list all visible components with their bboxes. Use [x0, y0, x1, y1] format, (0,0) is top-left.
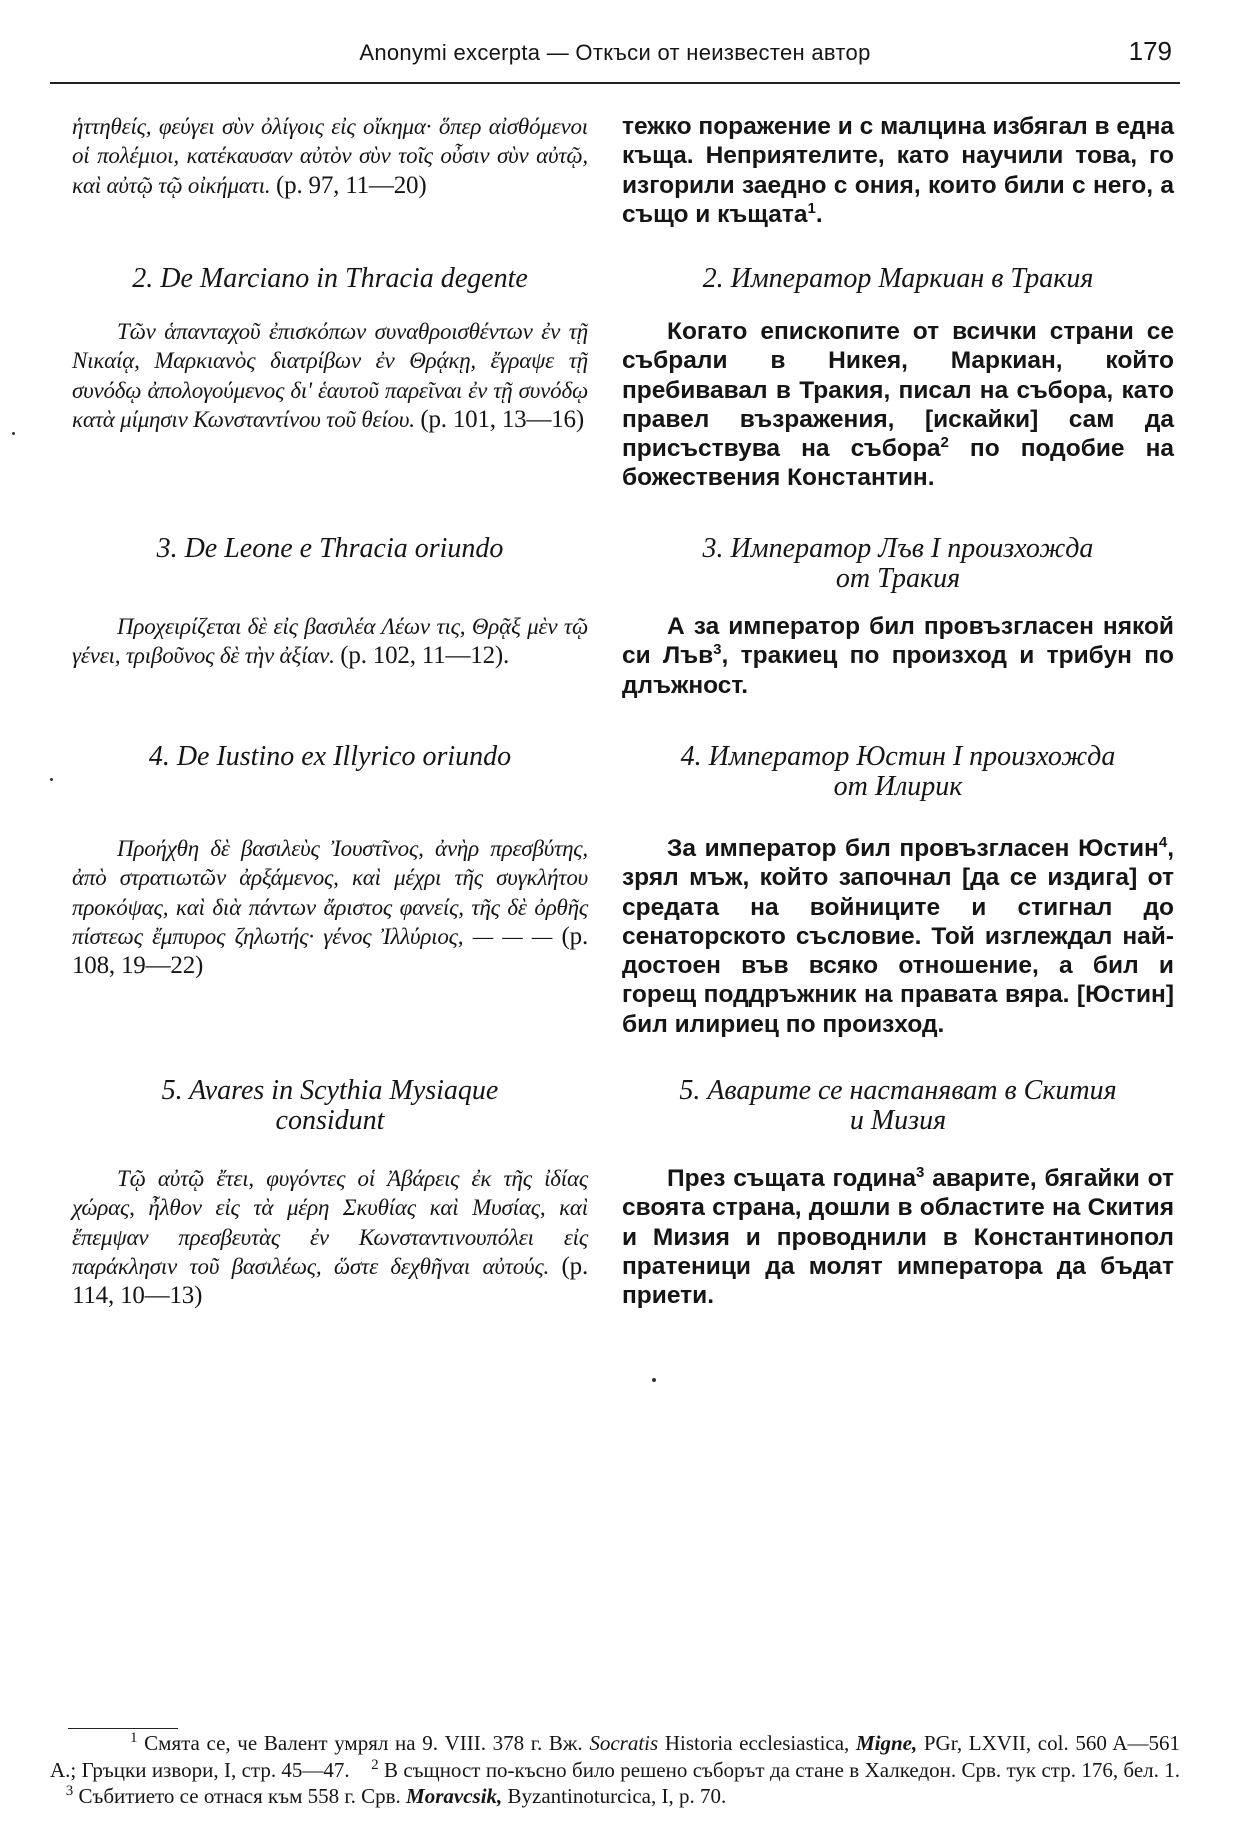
page-number: 179: [1128, 36, 1172, 66]
section-3-greek-passage: [72, 612, 588, 671]
section-3-greek-ref: (p. 102, 11—12).: [340, 642, 510, 670]
section-5-latin-heading: 5. Avares in Scythia Mysiaque considunt: [161, 1075, 499, 1136]
section-4-greek-ref: (p. 108, 19—22): [72, 922, 588, 980]
footnotes: [50, 1730, 1180, 1810]
section-3-bulgarian-heading: 3. Император Лъв I произхожда от Тракия: [702, 533, 1094, 594]
footnote-ref-4: 4: [1158, 833, 1168, 851]
intro-greek-passage: [72, 112, 588, 200]
section-4-latin-heading: 4. De Iustino ex Illyrico oriundo: [148, 741, 512, 772]
section-5-greek-text: Τῷ αὐτῷ ἔτει, φυγόντες οἱ Ἀβάρεις ἐκ τῆς ἰδίας χώρας, ἦλθον εἰς τὰ μέρη Σκυθίας καὶ Μυσίας, καὶ ἔπεμψαν πρεσβευτὰς ἐν Κωνσταντινουπόλει εἰς παράκλησιν τοῦ βασιλέως, ὥστε δεχθῆναι αὐτούς.: [72, 1166, 588, 1279]
speck-mark: [12, 432, 15, 435]
section-4-bulgarian-heading: 4. Император Юстин I произхожда от Илирик: [680, 741, 1116, 802]
page-header: [50, 30, 1180, 84]
section-2-greek-text: Τῶν ἁπανταχοῦ ἐπισκόπων συναθροισθέντων ἐν τῇ Νικαίᾳ, Μαρκιανὸς διατρίβων ἐν Θρᾴκῃ, ἔγραψε τῇ συνόδῳ ἀπολογούμενος δι' ἑαυτοῦ παρεῖναι ἐν τῇ συνόδῳ κατὰ μίμησιν Κωνσταντίνου τοῦ θείου.: [72, 319, 588, 432]
section-5-greek-passage: [72, 1164, 588, 1310]
section-3-latin-heading: 3. De Leone e Thracia oriundo: [156, 533, 504, 564]
speck-mark: [652, 1378, 656, 1382]
footnote-ref-2: 2: [940, 434, 949, 452]
section-2-greek-ref: (p. 101, 13—16): [420, 405, 584, 433]
section-2-bulgarian-heading: 2. Император Маркиан в Тракия: [702, 263, 1094, 294]
footnote-ref-1: 1: [807, 199, 816, 217]
footnote-3-mark: 3: [65, 1783, 74, 1799]
section-4-greek-passage: [72, 834, 588, 980]
section-2-greek-passage: [72, 317, 588, 434]
footnote-ref-3: 3: [713, 641, 722, 659]
section-3-bulgarian-passage: А за император бил провъзгласен някой си Лъв$^3$, тракиец по произход и трибун по длъжност.: [622, 613, 1175, 699]
footnote-divider: [68, 1728, 178, 1729]
section-5-bulgarian-passage: През същата година$^3$ аварите, бягайки от своята страна, дошли в областите на Скития и Мизия и проводнили в Константинопол пратеници да молят императора да бъдат приети.: [622, 1163, 1174, 1310]
running-title: Anonymi excerpta — Откъси от неизвестен автор: [359, 40, 871, 65]
section-4-bulgarian-passage: За император бил провъзгласен Юстин$^4$, зрял мъж, който започнал [да се издига] от средата на войниците и стигнал до сенаторското съсловие. Той изглеждал най-достоен във всяко отношение, а бил и горещ поддръжник на правата вяра. [Юстин] бил илириец по произход.: [622, 833, 1174, 1038]
section-4-greek-text: Προήχθη δὲ βασιλεὺς Ἰουστῖνος, ἀνὴρ πρεσβύτης, ἀπὸ στρατιωτῶν ἀρξάμενος, καὶ μέχρι τῆς συγκλήτου προκόψας, καὶ διὰ πάντων ἄριστος φανείς, τῆς δὲ ὀρθῆς πίστεως ἔμπυρος ζηλωτής· γένος Ἰλλύριος, — — —: [72, 836, 588, 949]
section-5-greek-ref: (p. 114, 10—13): [72, 1252, 588, 1310]
intro-greek-ref: (p. 97, 11—20): [276, 171, 427, 199]
speck-mark: [50, 778, 53, 781]
intro-greek-text: ἡττηθείς, φεύγει σὺν ὀλίγοις εἰς οἴκημα· ὅπερ αἰσθόμενοι οἱ πολέμιοι, κατέκαυσαν αὐτὸν σὺν τοῖς οὖσιν σὺν αὐτῷ, καὶ αὐτῷ τῷ οἰκήματι.: [72, 114, 588, 198]
section-2-bulgarian-passage: Когато епископите от всички страни се събрали в Никея, Маркиан, който пребивавал в Тракия, писал на събора, като правел възражения, [искайки] сам да присъствува на събора$^2$ по подобие на божествения Константин.: [622, 318, 1175, 492]
footnote-2-mark: 2: [371, 1756, 379, 1773]
footnote-ref-5: 3: [916, 1163, 925, 1181]
footnote-block: $^1$ Смята се, че Валент умрял на 9. VIII. 378 г. Вж. Socratis Historia ecclesiastica, Migne, PGr, LXVII, col. 560 A—561 A.; Гръцки извори, I, стр. 45—47. $^2$ В същност по-късно било решено съборът да стане в Халкедон. Срв. тук стр. 176, бел. 1. $^3$ Събитието се отнася към 558 г. Срв. Moravcsik, Byzantinoturcica, I, p. 70.: [50, 1730, 1181, 1808]
section-5-bulgarian-heading: 5. Аварите се настаняват в Скития и Мизия: [679, 1075, 1117, 1136]
footnote-1-mark: 1: [130, 1730, 138, 1746]
intro-bulgarian-passage: тежко поражение и с малцина избягал в една къща. Неприятелите, като научили това, го изгорили заедно с ония, които били с него, а също и къщата$^1$.: [622, 113, 1174, 228]
section-2-latin-heading: 2. De Marciano in Thracia degente: [132, 263, 528, 294]
section-3-greek-text: Προχειρίζεται δὲ εἰς βασιλέα Λέων τις, Θρᾷξ μὲν τῷ γένει, τριβοῦνος δὲ τὴν ἀξίαν.: [72, 614, 588, 669]
